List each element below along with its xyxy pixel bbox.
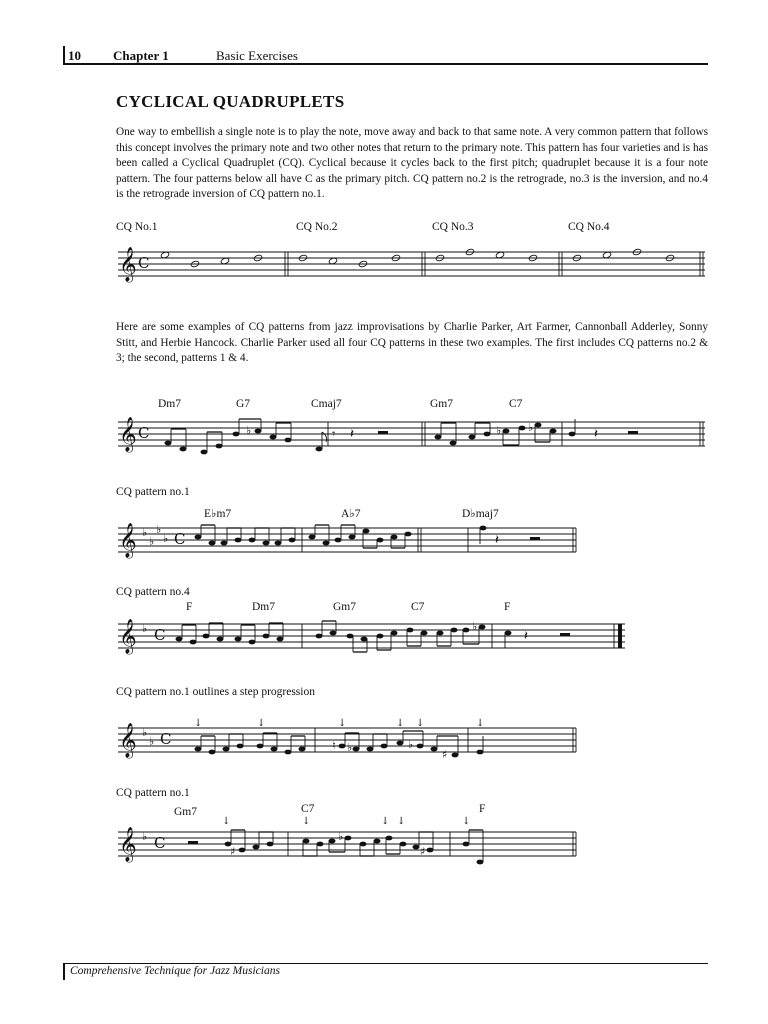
- svg-text:♭: ♭: [408, 738, 414, 751]
- svg-text:↓: ↓: [381, 816, 390, 827]
- example-3-staff: [110, 614, 630, 666]
- common-time-icon: C: [154, 626, 166, 644]
- flat-icon: ♭: [149, 535, 155, 548]
- treble-clef-icon: 𝄞: [119, 619, 137, 654]
- svg-text:↓: ↓: [476, 718, 485, 729]
- chapter-label: Chapter 1: [113, 48, 169, 63]
- common-time-icon: C: [154, 834, 166, 852]
- svg-text:♭: ♭: [528, 421, 534, 434]
- step-arrows: [194, 718, 484, 729]
- chord-symbol: F: [504, 601, 511, 613]
- flat-icon: ♭: [142, 622, 148, 635]
- svg-text:↓: ↓: [257, 718, 266, 729]
- svg-text:↓: ↓: [397, 816, 406, 827]
- svg-text:𝄽: 𝄽: [350, 427, 354, 442]
- svg-text:♭: ♭: [338, 830, 344, 843]
- staff-lines: [118, 252, 705, 276]
- treble-clef-icon: 𝄞: [119, 723, 137, 758]
- eighth-notes: [165, 419, 639, 454]
- svg-text:♭: ♭: [472, 620, 478, 633]
- chord-symbol: C7: [301, 803, 315, 815]
- svg-text:↓: ↓: [302, 816, 311, 827]
- chord-symbol: C7: [411, 601, 425, 613]
- flat-icon: ♭: [142, 830, 148, 843]
- svg-text:↓: ↓: [338, 718, 347, 729]
- svg-text:♮: ♮: [332, 739, 336, 752]
- common-time-icon: C: [174, 530, 186, 548]
- svg-text:♭: ♭: [246, 424, 252, 437]
- cq-label-2: CQ No.2: [296, 221, 338, 233]
- svg-text:♯: ♯: [230, 845, 236, 858]
- chord-symbol: Dm7: [158, 398, 181, 410]
- page-number: 10: [68, 48, 81, 63]
- svg-text:𝄽: 𝄽: [524, 629, 528, 644]
- examples-paragraph: Here are some examples of CQ patterns from jazz improvisations by Charlie Parker, Art Farmer, Cannonball Adderley, Sonny Stitt, and Herbie Hancock. Charlie Parker used all four CQ patterns in these two examples. The first includes CQ patterns no.2 & 3; the second, patterns 1 & 4.: [116, 321, 708, 365]
- eighth-notes: [188, 830, 484, 864]
- example-2-staff: [110, 518, 580, 570]
- example-5-staff: [110, 812, 580, 884]
- example-caption: CQ pattern no.1 outlines a step progression: [116, 686, 315, 698]
- eighth-notes: [195, 525, 541, 548]
- step-arrows: [222, 816, 470, 827]
- treble-clef-icon: 𝄞: [119, 247, 137, 282]
- flat-icon: ♭: [156, 523, 162, 536]
- section-label: Basic Exercises: [216, 48, 298, 63]
- treble-clef-icon: 𝄞: [119, 523, 137, 558]
- footer-rule: [64, 963, 708, 964]
- chord-symbol: Cmaj7: [311, 398, 342, 410]
- example-caption: CQ pattern no.1: [116, 787, 190, 799]
- common-time-icon: C: [160, 730, 172, 748]
- flat-icon: ♭: [142, 726, 148, 739]
- svg-text:↓: ↓: [416, 718, 425, 729]
- svg-text:♯: ♯: [420, 845, 426, 858]
- chord-symbol: E♭m7: [204, 508, 232, 520]
- flat-icon: ♭: [149, 735, 155, 748]
- chord-symbol: F: [479, 803, 486, 815]
- chord-symbol: A♭7: [341, 508, 361, 520]
- svg-text:↓: ↓: [194, 718, 203, 729]
- svg-text:♯: ♯: [442, 748, 448, 761]
- treble-clef-icon: 𝄞: [119, 827, 137, 862]
- svg-text:𝄽: 𝄽: [594, 427, 598, 442]
- flat-icon: ♭: [163, 532, 169, 545]
- svg-text:𝄾: 𝄾: [332, 427, 336, 442]
- cq-label-4: CQ No.4: [568, 221, 610, 233]
- svg-text:↓: ↓: [462, 816, 471, 827]
- svg-text:♭: ♭: [347, 741, 353, 754]
- chord-symbol: D♭maj7: [462, 508, 499, 520]
- svg-text:↓: ↓: [396, 718, 405, 729]
- chord-symbol: Dm7: [252, 601, 275, 613]
- example-4-staff: [110, 714, 580, 776]
- intro-paragraph: One way to embellish a single note is to play the note, move away and back to that same note. A very common pattern that follows this concept involves the primary note and two other notes that return to the primary note. This pattern has four varieties and is has been called a Cyclical Quadruplet (CQ). Cyclical because it cycles back to the first pitch; quadruplet because it is a four note pattern. The four patterns below all have C as the primary pitch. CQ pattern no.2 is the retrograde, no.3 is the inversion, and no.4 is the retrograde inversion of CQ pattern no.1.: [116, 126, 708, 201]
- footer-book-title: Comprehensive Technique for Jazz Musicians: [70, 965, 280, 977]
- svg-text:↓: ↓: [222, 816, 231, 827]
- example-caption: CQ pattern no.1: [116, 486, 190, 498]
- treble-clef-icon: 𝄞: [119, 417, 137, 452]
- svg-text:♭: ♭: [496, 424, 502, 437]
- cq-label-1: CQ No.1: [116, 221, 158, 233]
- chord-symbol: F: [186, 601, 193, 613]
- footer-vertical-bar: [63, 963, 65, 980]
- example-caption: CQ pattern no.4: [116, 586, 190, 598]
- section-title: CYCLICAL QUADRUPLETS: [116, 92, 345, 111]
- cq-label-3: CQ No.3: [432, 221, 474, 233]
- flat-icon: ♭: [142, 526, 148, 539]
- svg-text:𝄽: 𝄽: [495, 533, 499, 548]
- common-time-icon: C: [138, 424, 150, 442]
- cq-patterns-staff: [110, 242, 710, 290]
- chord-symbol: Gm7: [174, 806, 197, 818]
- common-time-icon: C: [138, 254, 150, 272]
- chord-symbol: G7: [236, 398, 251, 410]
- chord-symbol: Gm7: [430, 398, 453, 410]
- chord-symbol: Gm7: [333, 601, 356, 613]
- chord-symbol: C7: [509, 398, 523, 410]
- example-1-staff: [110, 412, 710, 470]
